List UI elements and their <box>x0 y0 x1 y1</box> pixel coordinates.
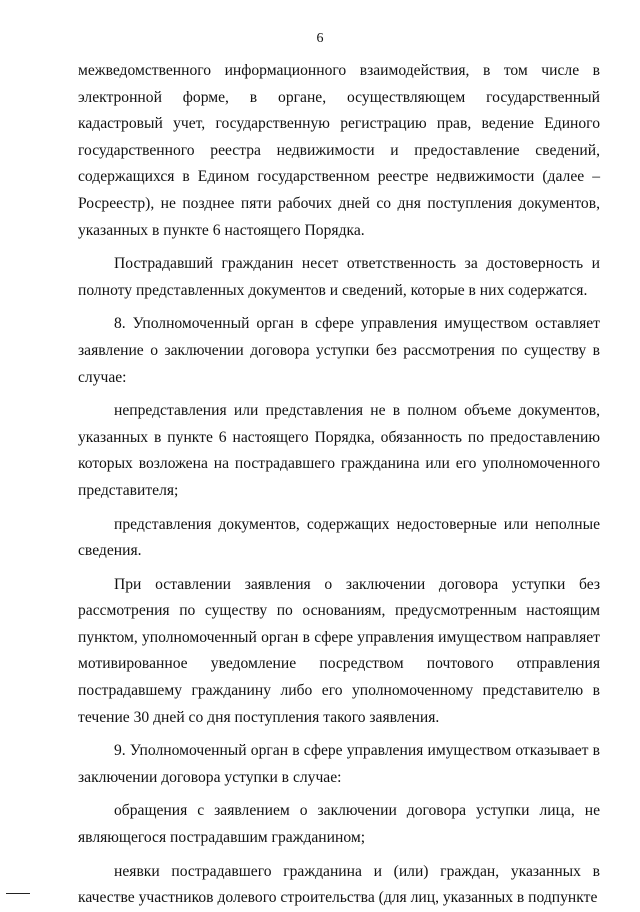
paragraph-clause-9-item-1: обращения с заявлением о заключении договора уступки лица, не являющегося пострадавшим гражданином; <box>78 802 600 847</box>
paragraph-clause-8-item-2: представления документов, содержащих недостоверные или неполные сведения. <box>78 515 600 560</box>
paragraph-clause-9: 9. Уполномоченный орган в сфере управления имуществом отказывает в заключении договора уступки в случае: <box>78 742 600 786</box>
footer-rule <box>6 893 30 894</box>
paragraph-clause-8: 8. Уполномоченный орган в сфере управления имуществом оставляет заявление о заключении договора уступки без рассмотрения по существу в случае: <box>78 315 600 386</box>
paragraph-clause-9-item-2: неявки пострадавшего гражданина и (или) граждан, указанных в качестве участников долевого строительства (для лиц, указанных в подпункте <box>78 862 600 907</box>
paragraph-clause-8-item-1: непредставления или представления не в полном объеме документов, указанных в пункте 6 настоящего Порядка, обязанность по предоставлению которых возложена на пострадавшего гражданина или его уполномоченного представителя; <box>78 402 600 499</box>
paragraph-interagency-continuation: межведомственного информационного взаимодействия, в том числе в электронной форме, в органе, осуществляющем государственный кадастровый учет, государственную регистрацию прав, ведение Единого государственного реестра недвижимости и предоставление сведений, содержащихся в Едином государственном реестре недвижимости (далее – Росреестр), не позднее пяти рабочих дней со дня поступления документов, указанных в пункте 6 настоящего Порядка. <box>78 62 600 239</box>
paragraph-notification: При оставлении заявления о заключении договора уступки без рассмотрения по существу по основаниям, предусмотренным настоящим пунктом, уполномоченный орган в сфере управления имуществом направляет мотивированное уведомление посредством почтового отправления пострадавшему гражданину либо его уполномоченному представителю в течение 30 дней со дня поступления такого заявления. <box>78 575 600 726</box>
page-number: 6 <box>316 31 324 46</box>
paragraph-responsibility: Пострадавший гражданин несет ответственность за достоверность и полноту представленных документов и сведений, которые в них содержатся. <box>78 255 600 299</box>
document-body <box>78 58 600 912</box>
